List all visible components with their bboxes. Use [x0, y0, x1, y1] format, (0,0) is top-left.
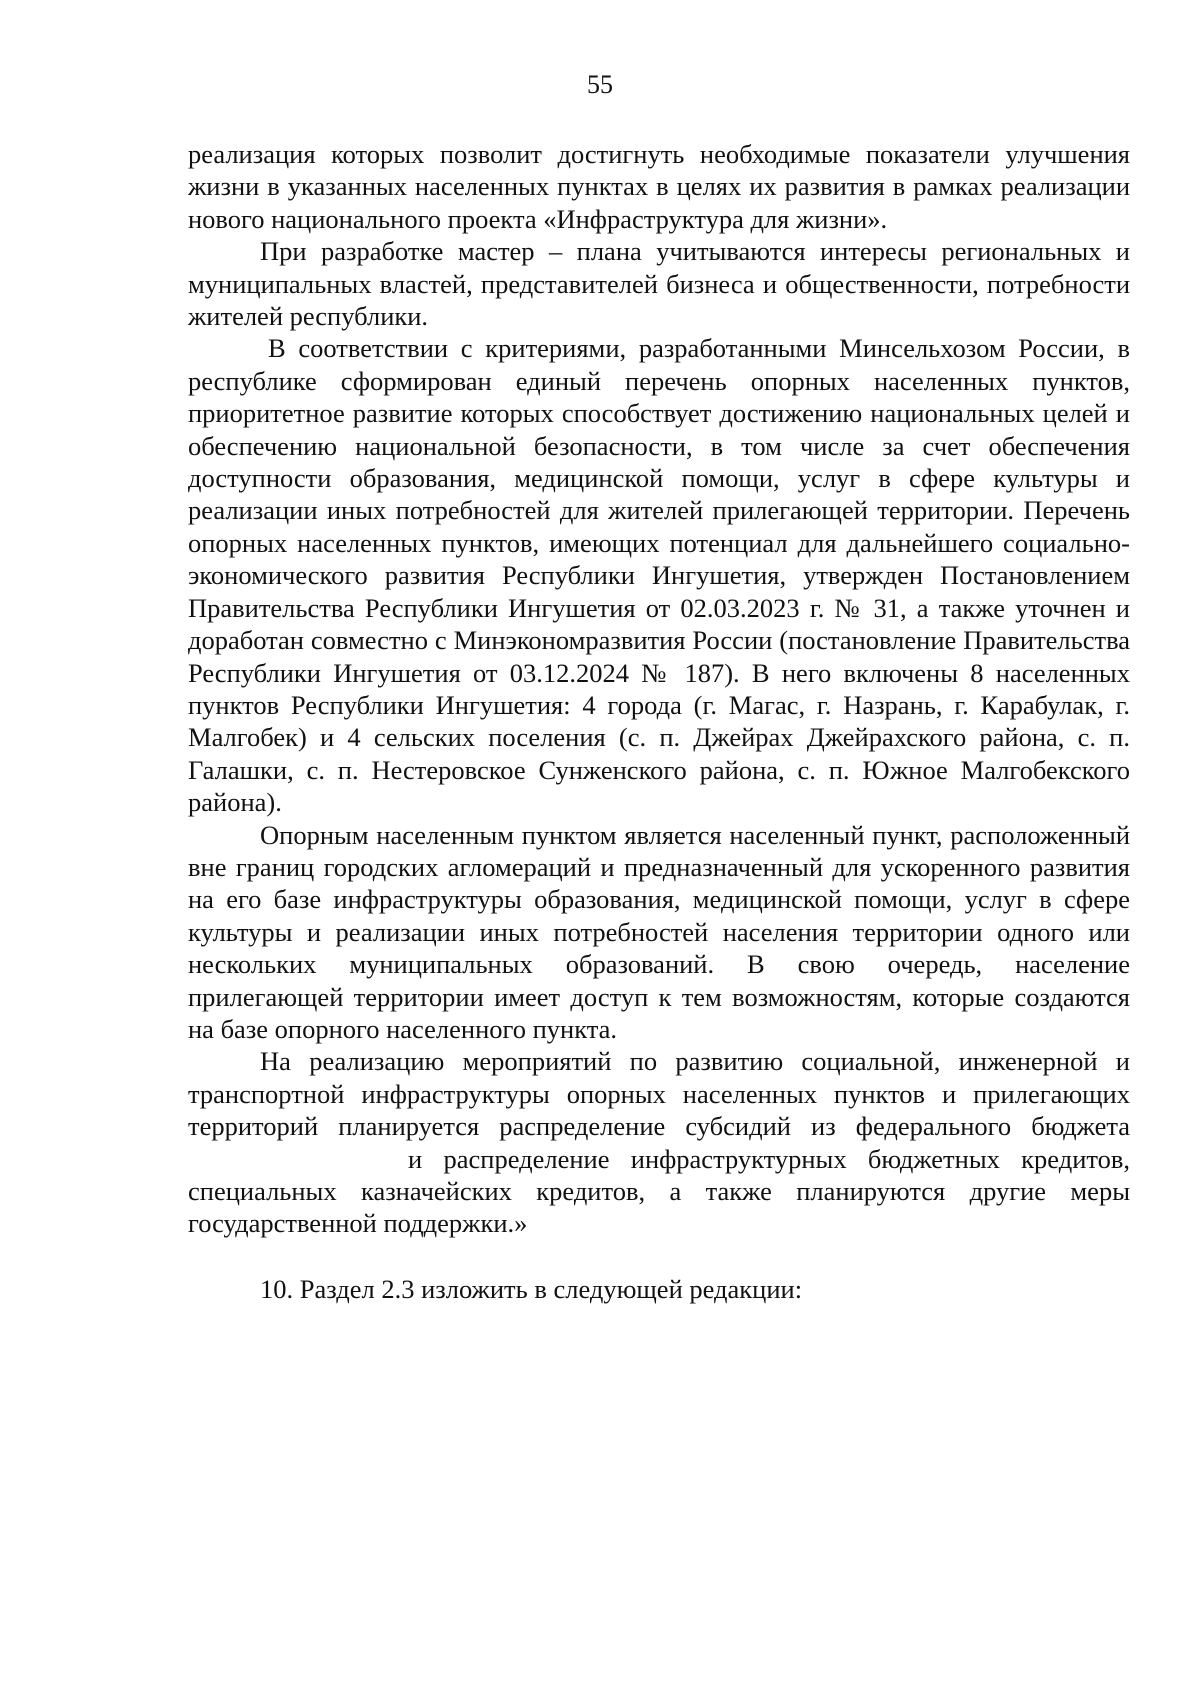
paragraph-support-settlements-list: В соответствии с критериями, разработанными Минсельхозом России, в республике сформирован единый перечень опорных населенных пунктов, приоритетное развитие которых способствует достижению национальных целей и обеспечению национальной безопасности, в том числе за счет обеспечения доступности образования, медицинской помощи, услуг в сфере культуры и реализации иных потребностей для жителей прилегающей территории. Перечень опорных населенных пунктов, имеющих потенциал для дальнейшего социально-экономического развития Республики Ингушетия, утвержден Постановлением Правительства Республики Ингушетия от 02.03.2023 г. № 31, а также уточнен и доработан совместно с Минэкономразвития России (постановление Правительства Республики Ингушетия от 03.12.2024 № 187). В него включены 8 населенных пунктов Республики Ингушетия: 4 города (г. Магас, г. Назрань, г. Карабулак, г. Малгобек) и 4 сельских поселения (с. п. Джейрах Джейрахского района, с. п. Галашки, с. п. Нестеровское Сунженского района, с. п. Южное Малгобекского района).: [188, 333, 1130, 818]
document-body: [188, 138, 1130, 1305]
paragraph-master-plan: При разработке мастер – плана учитываются интересы региональных и муниципальных властей, представителей бизнеса и общественности, потребности жителей республики.: [188, 236, 1130, 332]
paragraph-funding-part-2: и распределение инфраструктурных бюджетных кредитов, специальных казначейских кредитов, а также планируются другие меры государственной поддержки.»: [188, 1143, 1130, 1239]
paragraph-continuation: реализация которых позволит достигнуть необходимые показатели улучшения жизни в указанных населенных пунктах в целях их развития в рамках реализации нового национального проекта «Инфраструктура для жизни».: [188, 139, 1130, 234]
paragraph-funding-part-1: На реализацию мероприятий по развитию социальной, инженерной и транспортной инфраструктуры опорных населенных пунктов и прилегающих территорий планируется распределение субсидий из федерального бюджета: [188, 1046, 1130, 1142]
paragraph-support-settlement-definition: Опорным населенным пунктом является населенный пункт, расположенный вне границ городских агломераций и предназначенный для ускоренного развития на его базе инфраструктуры образования, медицинской помощи, услуг в сфере культуры и реализации иных потребностей населения территории одного или нескольких муниципальных образований. В свою очередь, население прилегающей территории имеет доступ к тем возможностям, которые создаются на базе опорного населенного пункта.: [188, 819, 1130, 1044]
paragraph-funding: [188, 1045, 1130, 1239]
page-number: 55: [587, 70, 613, 99]
item-10-section-2-3: 10. Раздел 2.3 изложить в следующей редакции:: [260, 1273, 803, 1304]
